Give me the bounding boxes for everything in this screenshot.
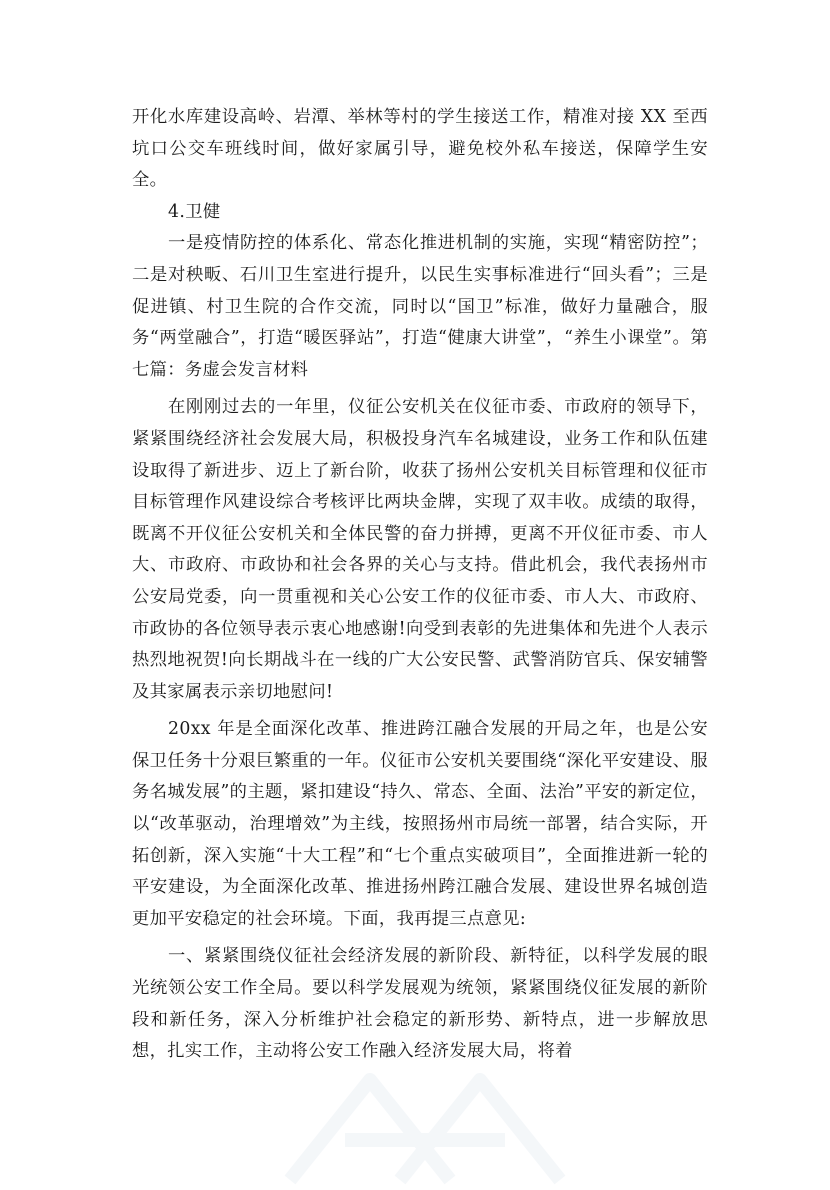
paragraph-yearly-goals: 20xx 年是全面深化改革、推进跨江融合发展的开局之年，也是公安保卫任务十分艰巨繁重的一年。仪征市公安机关要围绕“深化平安建设、服务名城发展”的主题，紧扣建设“持久、常态、全面、法治”平安的新定位，以“改革驱动，治理增效”为主线，按照扬州市局统一部署，结合实际，开拓创新，深入实施“十大工程”和“七个重点实破项目”，全面推进新一轮的平安建设，为全面深化改革、推进扬州跨江融合发展、建设世界名城创造更加平安稳定的社会环境。下面，我再提三点意见: — [132, 719, 708, 929]
paragraph-school-transport: 开化水库建设高岭、岩潭、举林等村的学生接送工作，精准对接 XX 至西坑口公交车班线时间，做好家属引导，避免校外私车接送，保障学生安全。 — [132, 107, 708, 191]
document-body — [132, 102, 708, 1068]
section-heading-health: 4.卫健 — [168, 201, 221, 222]
watermark-logo-icon — [250, 1040, 610, 1190]
paragraph-police-achievements: 在刚刚过去的一年里，仪征公安机关在仪征市委、市政府的领导下，紧紧围绕经济社会发展大局，积极投身汽车名城建设，业务工作和队伍建设取得了新进步、迈上了新台阶，收获了扬州公安机关目标管理和仪征市目标管理作风建设综合考核评比两块金牌，实现了双丰收。成绩的取得，既离不开仪征公安机关和全体民警的奋力拼搏，更离不开仪征市委、市人大、市政府、市政协和社会各界的关心与支持。借此机会，我代表扬州市公安局党委，向一贯重视和关心公安工作的仪征市委、市人大、市政府、市政协的各位领导表示衷心地感谢!向受到表彰的先进集体和先进个人表示热烈地祝贺!向长期战斗在一线的广大公安民警、武警消防官兵、保安辅警及其家属表示亲切地慰问! — [132, 397, 708, 702]
paragraph-opinion-one: 一、紧紧围绕仪征社会经济发展的新阶段、新特征，以科学发展的眼光统领公安工作全局。要以科学发展观为统领，紧紧围绕仪征发展的新阶段和新任务，深入分析维护社会稳定的新形势、新特点，进一步解放思想，扎实工作，主动将公安工作融入经济发展大局，将着 — [132, 946, 708, 1062]
paragraph-health-measures: 一是疫情防控的体系化、常态化推进机制的实施，实现“精密防控”；二是对秧畈、石川卫生室进行提升，以民生实事标准进行“回头看”；三是促进镇、村卫生院的合作交流，同时以“国卫”标准，做好力量融合，服务“两堂融合”，打造“暖医驿站”，打造“健康大讲堂”，“养生小课堂”。第七篇：务虚会发言材料 — [132, 233, 708, 380]
